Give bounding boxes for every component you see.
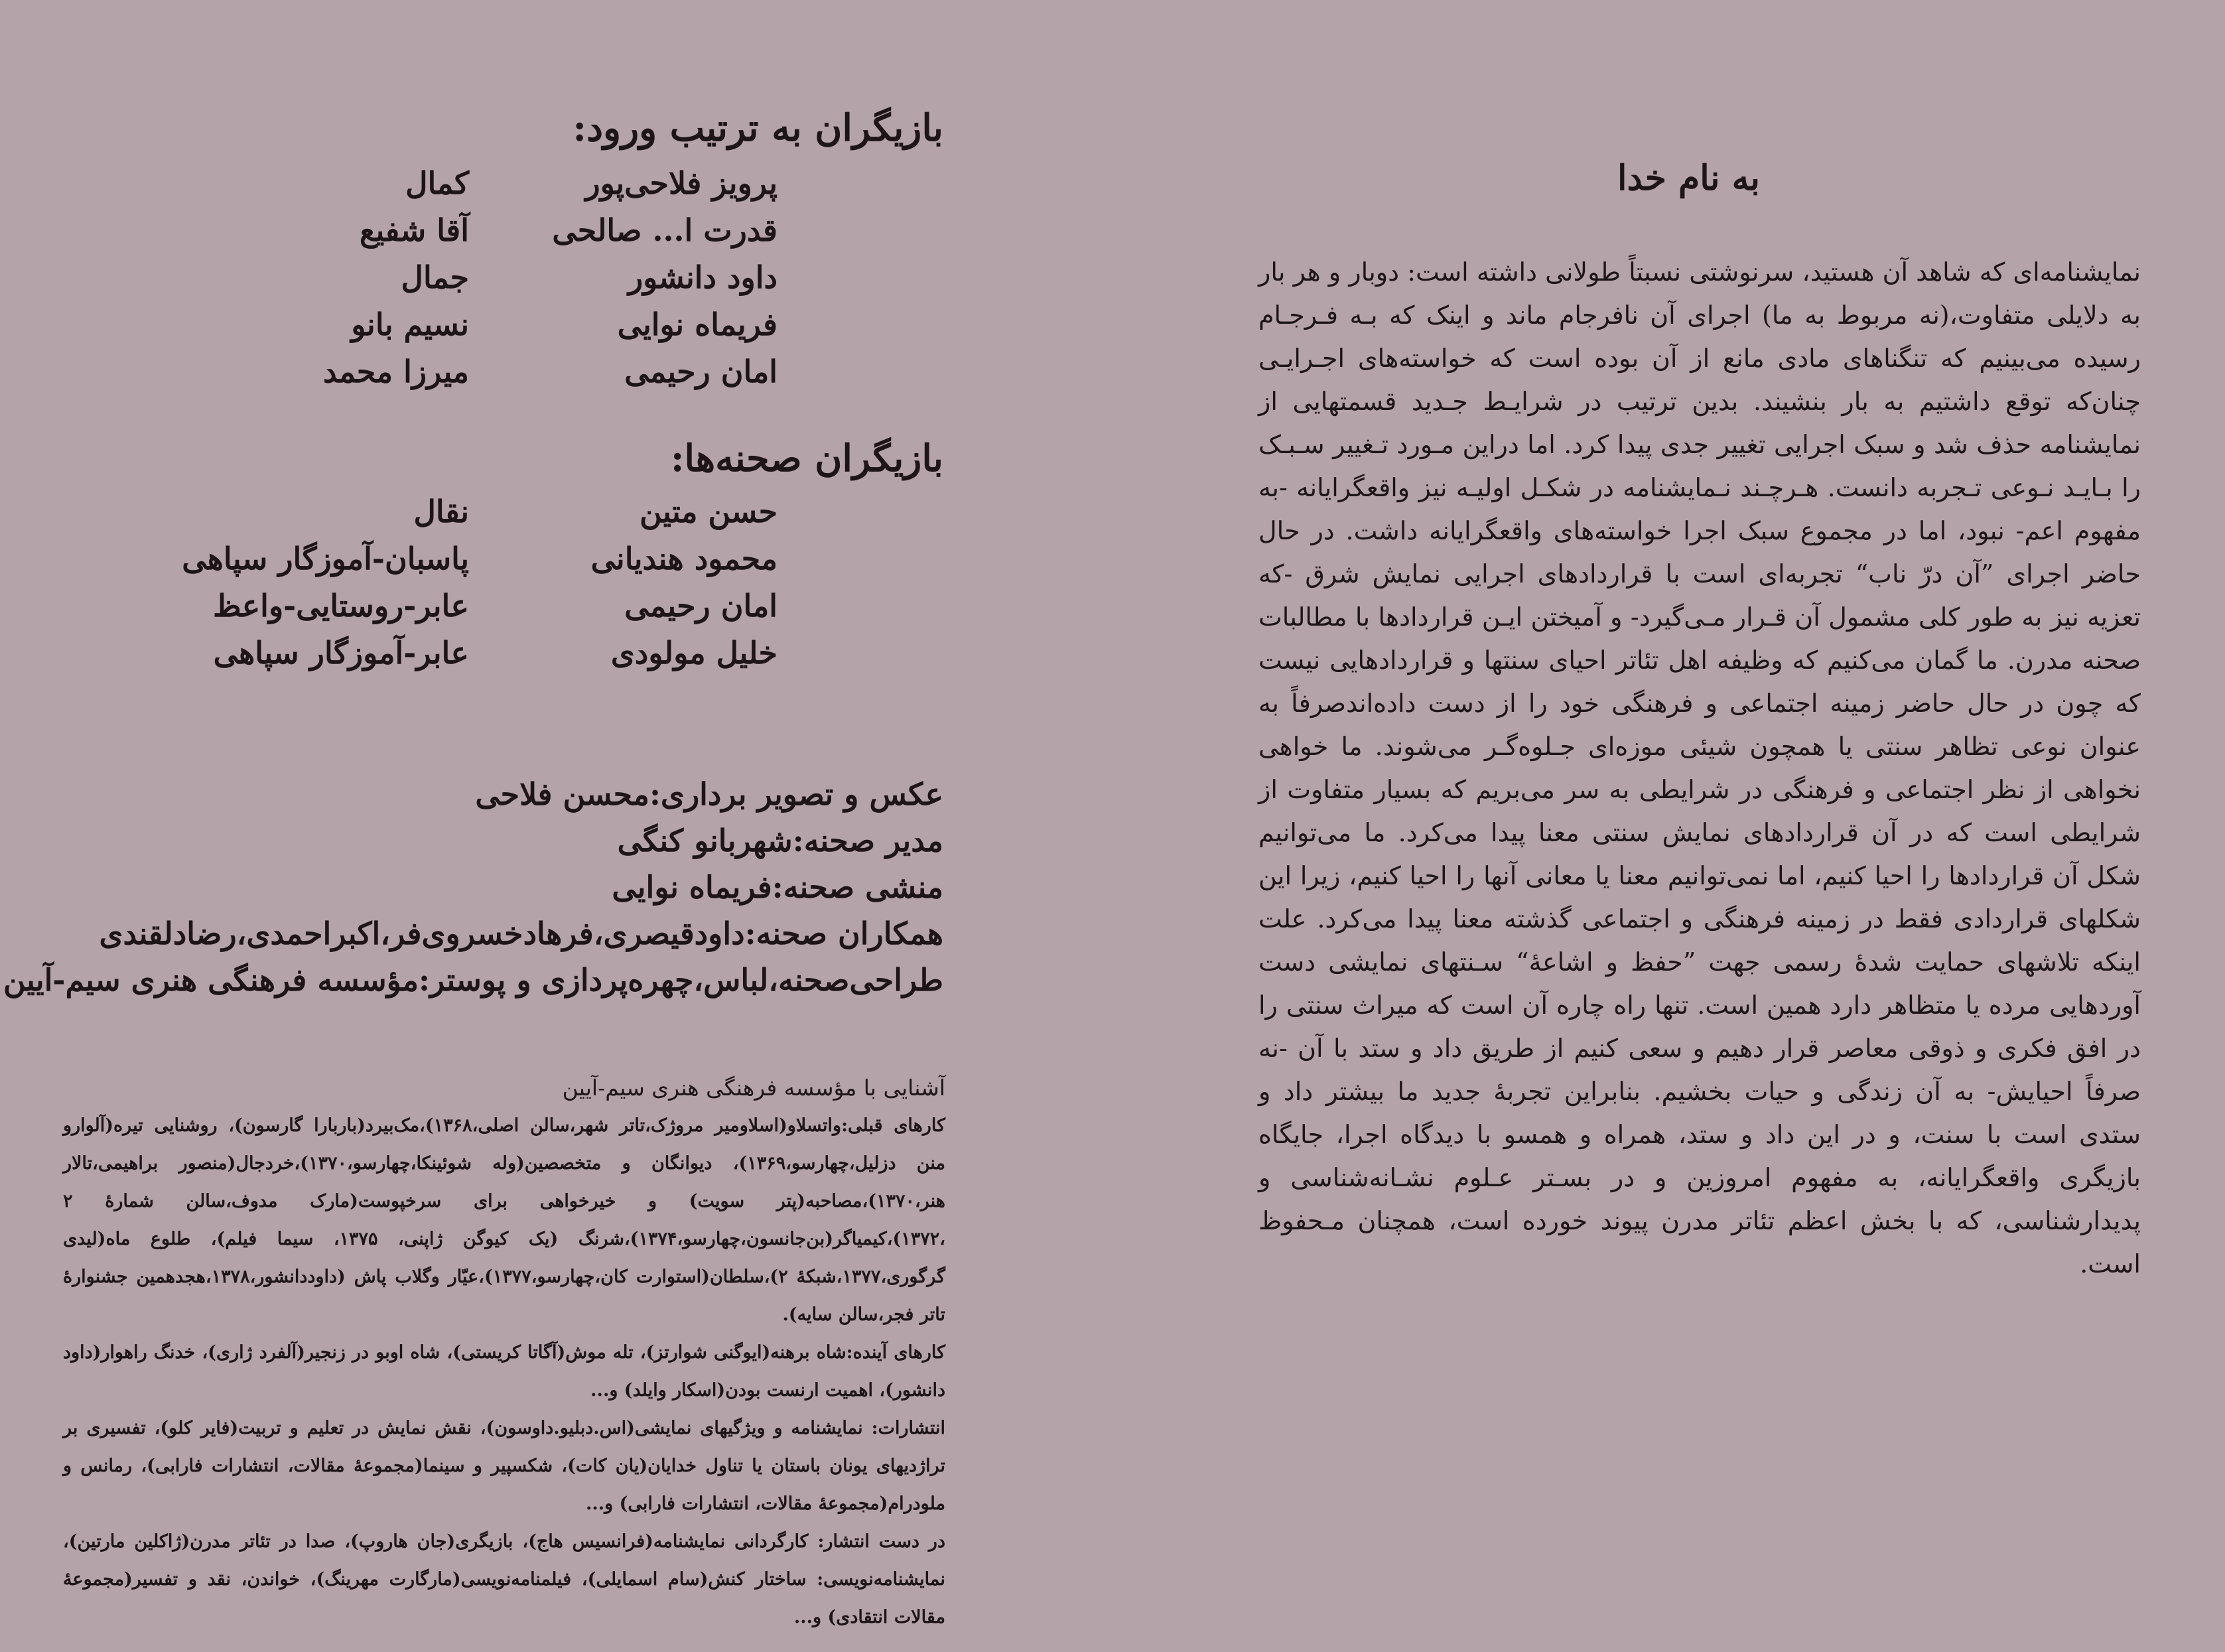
role-name: جمال xyxy=(401,259,469,295)
credit-value: مؤسسه فرهنگی هنری سیم-آیین xyxy=(3,962,419,998)
credit-label: منشی صحنه: xyxy=(772,869,943,905)
credit-label: همکاران صحنه: xyxy=(744,916,943,951)
credit-label: عکس و تصویر برداری: xyxy=(649,776,943,812)
bio-paragraph-publications: انتشارات: نمایشنامه و ویژگیهای نمایشی(اس.دبلیو.داوسون)، نقش نمایش در تعلیم و تربیت(فایر کلو)، تفسیری بر تراژدیهای یونان باستان یا تناول خدایان(یان کات)، شکسپیر و سینما(مجموعهٔ مقالات، انتشارات فارابی)، رمانس و ملودرام(مجموعهٔ مقالات، انتشارات فارابی) و... xyxy=(63,1418,945,1514)
credit-value: فریماه نوایی xyxy=(612,869,772,905)
scene-cast-row xyxy=(53,582,777,629)
page-title: به نام خدا xyxy=(1617,158,1760,198)
role-name: آقا شفیع xyxy=(360,212,469,248)
cast-heading: بازیگران به ترتیب ورود: xyxy=(573,106,943,150)
cast-row xyxy=(53,253,777,301)
role-name: عابر-آموزگار سپاهی xyxy=(213,634,469,671)
actor-name: داود دانشور xyxy=(628,259,777,295)
actor-name: امان رحیمی xyxy=(624,587,777,624)
cast-list xyxy=(53,159,777,395)
intro-paragraph: نمایشنامه‌ای که شاهد آن هستید، سرنوشتی نسبتاً طولانی داشته است: دوبار و هر بار به دلایلی متفاوت،(نه مربوط به ما) اجرای آن نافرجام ماند و اینک که بـه فـرجـام رسیده می‌بینیم که تنگناهای مادی مانع از آن بوده است که خواسته‌های اجـرایـی چنان‌که توقع داشتیم به بار بنشیند. بدین ترتیب در شرایـط جـدید قسمتهایی از نمایشنامه حذف شد و سبک اجرایی تغییر جدی پیدا کرد. اما دراین مـورد تـغییر سـبـک را بـایـد نـوعی تـجربه دانست. هـرچـند نـمایشنامه در شکـل اولیـه نیز واقعگرایانه -به مفهوم اعم- نبود، اما در مجموع سبک اجرا خواسته‌های واقعگرایانه داشت. در حال حاضر اجرای ”آن درّ ناب“ تجربه‌ای است با قراردادهای اجرایی نمایش شرق -که تعزیه نیز به طور کلی مشمول آن قـرار مـی‌گیرد- و آمیختن ایـن قراردادها با مطالبات صحنه مدرن. ما گمان می‌کنیم که وظیفه اهل تئاتر احیای سنتها و قراردادهایی نیست که چون در حال حاضر زمینه اجتماعی و فرهنگی خود را از دست داده‌اندصرفاً به عنوان نوعی تظاهر سنتی یا همچون شیئی موزه‌ای جـلوه‌گـر می‌شوند. ما خواهی نخواهی از نظر اجتماعی و فرهنگی در شرایطی به سر می‌بریم که بسیار متفاوت از شرایطی است که در آن قراردادهای نمایش سنتی معنا پیدا می‌کرد. ما می‌توانیم شکل آن قراردادها را احیا کنیم، اما نمی‌توانیم معنا یا معانی آنها را احیا کنیم، زیرا این شکلهای قراردادی فقط در زمینه فرهنگی و اجتماعی گذشته معنا پیدا می‌کرد. علت اینکه تلاشهای حمایت شدهٔ رسمی جهت ”حفظ و اشاعهٔ“ سـنتهای نمایشی دست آوردهایی مرده یا متظاهر دارد همین است. تنها راه چاره آن است که میراث سنتی را در افق فکری و ذوقی معاصر قرار دهیم و سعی کنیم از طریق داد و ستد با آن -نه صرفاً احیایش- به آن زندگی و حیات بخشیم. بنابراین تجربهٔ جدید ما بیشتر داد و ستدی است با سنت، و در این داد و ستد، همراه و همسو با دیدگاه اجرا، جایگاه بازیگری واقعگرایانه، به مفهوم امروزین و در بسـتر عـلوم نشـانه‌شناسی و پدیدارشناسی، که با بخش اعظم تئاتر مدرن پیوند خورده است، همچنان مـحفوظ است. xyxy=(1258,257,2141,1278)
role-name: نقال xyxy=(413,493,469,529)
company-bio xyxy=(63,1069,945,1636)
credit-line xyxy=(53,910,943,957)
actor-name: پرویز فلاحی‌پور xyxy=(585,165,777,201)
cast-row xyxy=(53,301,777,348)
scene-cast-row xyxy=(53,629,777,676)
bio-paragraph-forthcoming: در دست انتشار: کارگردانی نمایشنامه(فرانسیس هاج)، بازیگری(جان هاروپ)، صدا در تئاتر مدرن(ژاکلین مارتین)، نمایشنامه‌نویسی: ساختار کنش(سام اسمایلی)، فیلمنامه‌نویسی(مارگارت مهرینگ)، خواندن، نقد و تفسیر(مجموعهٔ مقالات انتقادی) و... xyxy=(63,1531,945,1627)
cast-row xyxy=(53,159,777,206)
actor-name: خلیل مولودی xyxy=(610,634,777,671)
bio-paragraph-previous-works: کارهای قبلی:واتسلاو(اسلاومیر مروژک،تاتر شهر،سالن اصلی،۱۳۶۸)،مک‌بیرد(باربارا گارسون)، روشنایی تیره(آلوارو منن دزلیل،چهارسو،۱۳۶۹)، دیوانگان و متخصصین(وله شوئینکا،چهارسو،۱۳۷۰)،خردجال(منصور براهیمی،تالار هنر،۱۳۷۰)،مصاحبه(پتر سویت) و خیرخواهی برای سرخپوست(مارک مدوف،سالن شمارهٔ ۲ ،۱۳۷۲)،کیمیاگر(بن‌جانسون،چهارسو،۱۳۷۴)،شرنگ (یک کیوگن ژاپنی، ۱۳۷۵، سیما فیلم)، طلوع ماه(لیدی گرگوری،۱۳۷۷،شبکهٔ ۲)،سلطان(استوارت کان،چهارسو،۱۳۷۷)،عیّار وگلاب پاش (داوددانشور،۱۳۷۸،هجدهمین جشنوارهٔ تاتر فجر،سالن سایه). xyxy=(63,1115,945,1325)
credit-line xyxy=(53,864,943,910)
scene-cast-heading: بازیگران صحنه‌ها: xyxy=(670,437,943,480)
bio-title: آشنایی با مؤسسه فرهنگی هنری سیم-آیین xyxy=(562,1075,945,1101)
actor-name: امان رحیمی xyxy=(624,353,777,389)
left-page xyxy=(0,0,1112,1652)
cast-row xyxy=(53,348,777,395)
credit-line xyxy=(3,957,943,1003)
scene-cast-list xyxy=(53,488,777,676)
scene-cast-row xyxy=(53,488,777,535)
credit-value: داودقیصری،فرهادخسروی‌فر،اکبراحمدی،رضادلقندی xyxy=(99,916,745,951)
credit-line xyxy=(53,817,943,864)
actor-name: حسن متین xyxy=(640,493,777,529)
credit-value: شهربانو کنگی xyxy=(617,823,793,859)
credit-label: مدیر صحنه: xyxy=(792,823,943,859)
role-name: پاسبان-آموزگار سپاهی xyxy=(182,540,469,577)
credit-value: محسن فلاحی xyxy=(475,776,649,812)
role-name: میرزا محمد xyxy=(323,353,469,389)
crew-credits xyxy=(3,771,943,1003)
right-page xyxy=(1112,0,2225,1652)
cast-row xyxy=(53,206,777,253)
role-name: کمال xyxy=(405,165,469,201)
actor-name: فریماه نوایی xyxy=(617,306,777,342)
actor-name: محمود هندیانی xyxy=(590,540,777,577)
bio-paragraph-future-works: کارهای آینده:شاه برهنه(ایوگنی شوارتز)، تله موش(آگاتا کریستی)، شاه اوبو در زنجیر(آلفرد ژاری)، خدنگ راهوار(داود دانشور)، اهمیت ارنست بودن(اسکار وایلد) و... xyxy=(63,1342,945,1401)
credit-label: طراحی‌صحنه،لباس،چهره‌پردازی و پوستر: xyxy=(419,962,943,998)
scene-cast-row xyxy=(53,535,777,582)
credit-line xyxy=(53,771,943,817)
role-name: عابر-روستایی-واعظ xyxy=(213,587,469,624)
role-name: نسیم بانو xyxy=(351,306,469,342)
actor-name: قدرت ا... صالحی xyxy=(552,212,777,248)
